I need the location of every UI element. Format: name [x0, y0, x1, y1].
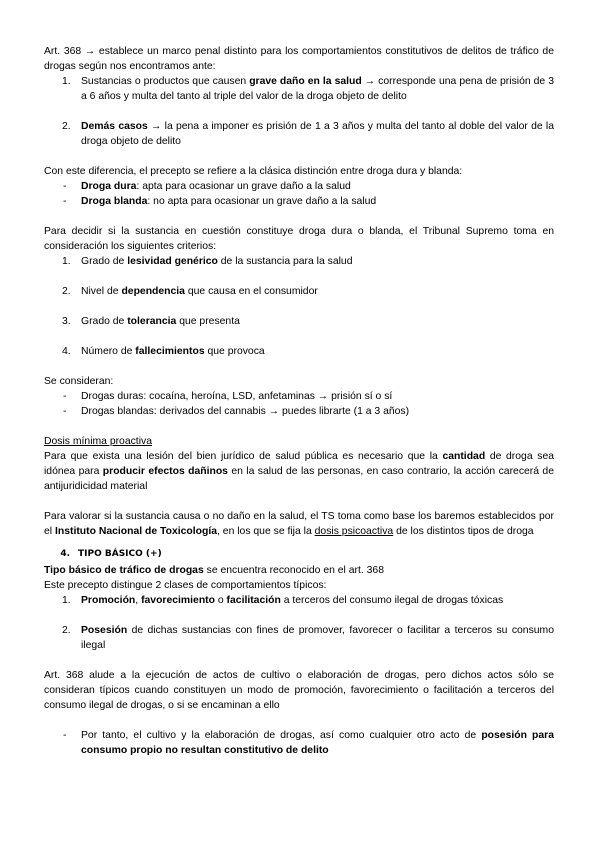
list-item: 3. Grado de tolerancia que presenta: [62, 316, 240, 327]
list-item: - Drogas blandas: derivados del cannabis → puedes librarte (1 a 3 años): [63, 406, 410, 417]
art368-list: [44, 74, 554, 149]
art368-intro: Art. 368 → establece un marco penal distinto para los comportamientos constitutivos de delitos de tráfico de drogas según nos encontramos ante:: [44, 46, 554, 72]
tipo-basico-line-1: Tipo básico de tráfico de drogas se encuentra reconocido en el art. 368: [44, 565, 384, 576]
list-item: - Droga blanda: no apta para ocasionar un grave daño a la salud: [63, 196, 377, 207]
criterios-intro: Para decidir si la sustancia en cuestión constituye droga dura o blanda, el Tribunal Supremo toma en consideración los siguientes criterios:: [44, 226, 554, 252]
tipo-basico-final-list: [44, 728, 554, 758]
section-heading: 4. TIPO BÁSICO (+): [60, 549, 162, 559]
list-item: 1. Sustancias o productos que causen grave daño en la salud → corresponde una pena de prisión de 3 a 6 años y multa del tanto al triple del valor de la droga objeto de delito: [62, 76, 555, 102]
tipo-basico-list: [44, 593, 554, 653]
list-item: 1. Promoción, favorecimiento o facilitación a terceros del consumo ilegal de drogas tóxicas: [62, 595, 504, 606]
dosis-paragraph-2: Para valorar si la sustancia causa o no daño en la salud, el TS toma como base los baremos establecidos por el Instituto Nacional de Toxicología, en los que se fija la dosis psicoactiva de los distintos tipos de droga: [44, 511, 554, 537]
dosis-paragraph-1: Para que exista una lesión del bien jurídico de salud pública es necesario que la cantidad de droga sea idónea para producir efectos dañinos en la salud de las personas, en caso contrario, la acción carecerá de antijuridicidad material: [44, 451, 555, 492]
dosis-title: Dosis mínima proactiva: [44, 436, 152, 447]
list-item: 2. Demás casos → la pena a imponer es prisión de 1 a 3 años y multa del tanto al doble del valor de la droga objeto de delito: [62, 121, 554, 147]
list-item: 2. Nivel de dependencia que causa en el consumidor: [62, 286, 318, 297]
consideran-intro: Se consideran:: [44, 376, 114, 387]
tipo-basico-line-2: Este precepto distingue 2 clases de comportamientos típicos:: [44, 580, 327, 591]
list-item: 2. Posesión de dichas sustancias con fines de promover, favorecer o facilitar a terceros su consumo ilegal: [62, 625, 554, 651]
distincion-list: [44, 179, 554, 209]
list-item: - Drogas duras: cocaína, heroína, LSD, anfetaminas → prisión sí o sí: [63, 391, 393, 402]
consideran-list: [44, 389, 554, 419]
criterios-list: [44, 254, 554, 359]
list-item: - Por tanto, el cultivo y la elaboración de drogas, así como cualquier otro acto de posesión para consumo propio no resultan constitutivo de delito: [63, 730, 554, 756]
list-item: - Droga dura: apta para ocasionar un grave daño a la salud: [63, 181, 351, 192]
list-item: 1. Grado de lesividad genérico de la sustancia para la salud: [62, 256, 353, 267]
document-page: [44, 44, 554, 758]
list-item: 4. Número de fallecimientos que provoca: [62, 346, 265, 357]
tipo-basico-paragraph: Art. 368 alude a la ejecución de actos de cultivo o elaboración de drogas, pero dichos actos sólo se consideran típicos cuando constituyen un modo de promoción, favorecimiento o facilitación a terceros del consumo ilegal de drogas, o si se encaminan a ello: [44, 670, 554, 711]
distincion-intro: Con este diferencia, el precepto se refiere a la clásica distinción entre droga dura y blanda:: [44, 166, 463, 177]
